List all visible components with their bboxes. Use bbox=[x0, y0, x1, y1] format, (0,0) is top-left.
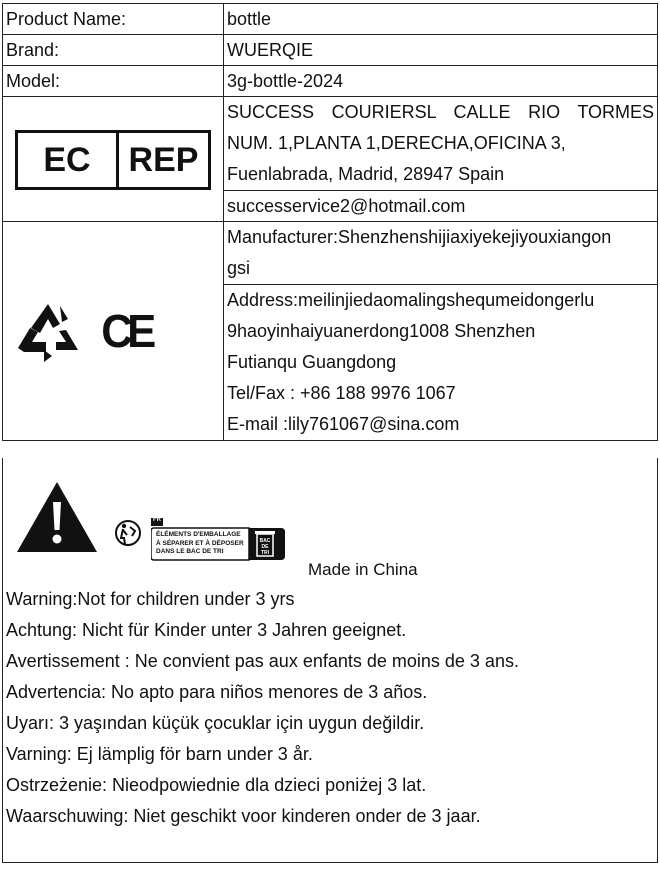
model-row bbox=[3, 66, 658, 97]
triman-text-line: ÉLÉMENTS D'EMBALLAGE bbox=[156, 531, 241, 538]
ec-rep-row bbox=[3, 97, 658, 191]
ec-rep-address-line: NUM. 1,PLANTA 1,DERECHA,OFICINA 3, bbox=[227, 133, 566, 153]
warning-tr: Uyarı: 3 yaşından küçük çocuklar için uygun değildir. bbox=[6, 713, 425, 733]
model-label: Model: bbox=[3, 66, 224, 97]
triman-text-line: DANS LE BAC DE TRI bbox=[156, 548, 224, 555]
ec-rep-address-line: SUCCESS COURIERSL CALLE RIO TORMES bbox=[227, 102, 654, 122]
warning-en: Warning:Not for children under 3 yrs bbox=[6, 589, 295, 609]
model-value: 3g-bottle-2024 bbox=[224, 66, 658, 97]
ec-rep-icon bbox=[15, 130, 211, 190]
spec-table bbox=[2, 3, 658, 441]
compliance-symbols bbox=[6, 300, 220, 362]
manufacturer-address bbox=[224, 285, 658, 441]
manufacturer-name-line: Manufacturer:Shenzhenshijiaxiyekejiyouxiangon bbox=[227, 227, 612, 247]
brand-label: Brand: bbox=[3, 35, 224, 66]
warning-nl: Waarschuwing: Niet geschikt voor kinderen onder de 3 jaar. bbox=[6, 806, 481, 826]
bin-label: BAC DE TRI bbox=[259, 538, 271, 556]
manufacturer-name bbox=[224, 222, 658, 285]
warning-list bbox=[3, 584, 657, 832]
triman-text-line: À SÉPARER ET À DÉPOSER bbox=[156, 539, 244, 547]
ec-rep-ec-text: EC bbox=[18, 133, 119, 187]
ec-rep-address-line: Fuenlabrada, Madrid, 28947 Spain bbox=[227, 164, 505, 184]
triman-icon bbox=[115, 518, 141, 548]
manufacturer-address-line: 9haoyinhaiyuanerdong1008 Shenzhen bbox=[227, 321, 536, 341]
ec-rep-symbol-cell bbox=[3, 97, 224, 222]
compliance-symbols-cell bbox=[3, 222, 224, 441]
ce-mark: CE bbox=[101, 305, 151, 357]
triman-country: FR bbox=[153, 517, 161, 523]
warning-pl: Ostrzeżenie: Nieodpowiednie dla dzieci poniżej 3 lat. bbox=[6, 775, 427, 795]
ec-rep-email: successervice2@hotmail.com bbox=[224, 191, 658, 222]
manufacturer-name-line: gsi bbox=[227, 258, 251, 278]
product-name-label: Product Name: bbox=[3, 4, 224, 35]
made-in-china: Made in China bbox=[308, 560, 418, 579]
manufacturer-address-line: Futianqu Guangdong bbox=[227, 352, 397, 372]
product-name-row bbox=[3, 4, 658, 35]
recycle-icon bbox=[16, 300, 80, 362]
ec-rep-rep-text: REP bbox=[128, 141, 199, 179]
triman-text bbox=[156, 531, 244, 557]
brand-value: WUERQIE bbox=[224, 35, 658, 66]
warning-icons bbox=[3, 458, 657, 583]
warning-triangle-icon bbox=[15, 480, 99, 554]
warning-fr: Avertissement : Ne convient pas aux enfants de moins de 3 ans. bbox=[6, 651, 519, 671]
manufacturer-address-line: Address:meilinjiedaomalingshequmeidongerlu bbox=[227, 290, 595, 310]
warning-section bbox=[2, 458, 658, 863]
warning-de: Achtung: Nicht für Kinder unter 3 Jahren geeignet. bbox=[6, 620, 407, 640]
manufacturer-email: E-mail :lily761067@sina.com bbox=[227, 414, 460, 434]
brand-row bbox=[3, 35, 658, 66]
triman-sorting-label bbox=[151, 518, 285, 562]
ec-rep-address bbox=[224, 97, 658, 191]
warning-sv: Varning: Ej lämplig för barn under 3 år. bbox=[6, 744, 313, 764]
manufacturer-tel: Tel/Fax : +86 188 9976 1067 bbox=[227, 383, 456, 403]
manufacturer-row bbox=[3, 222, 658, 285]
product-name-value: bottle bbox=[224, 4, 658, 35]
warning-es: Advertencia: No apto para niños menores de 3 años. bbox=[6, 682, 428, 702]
